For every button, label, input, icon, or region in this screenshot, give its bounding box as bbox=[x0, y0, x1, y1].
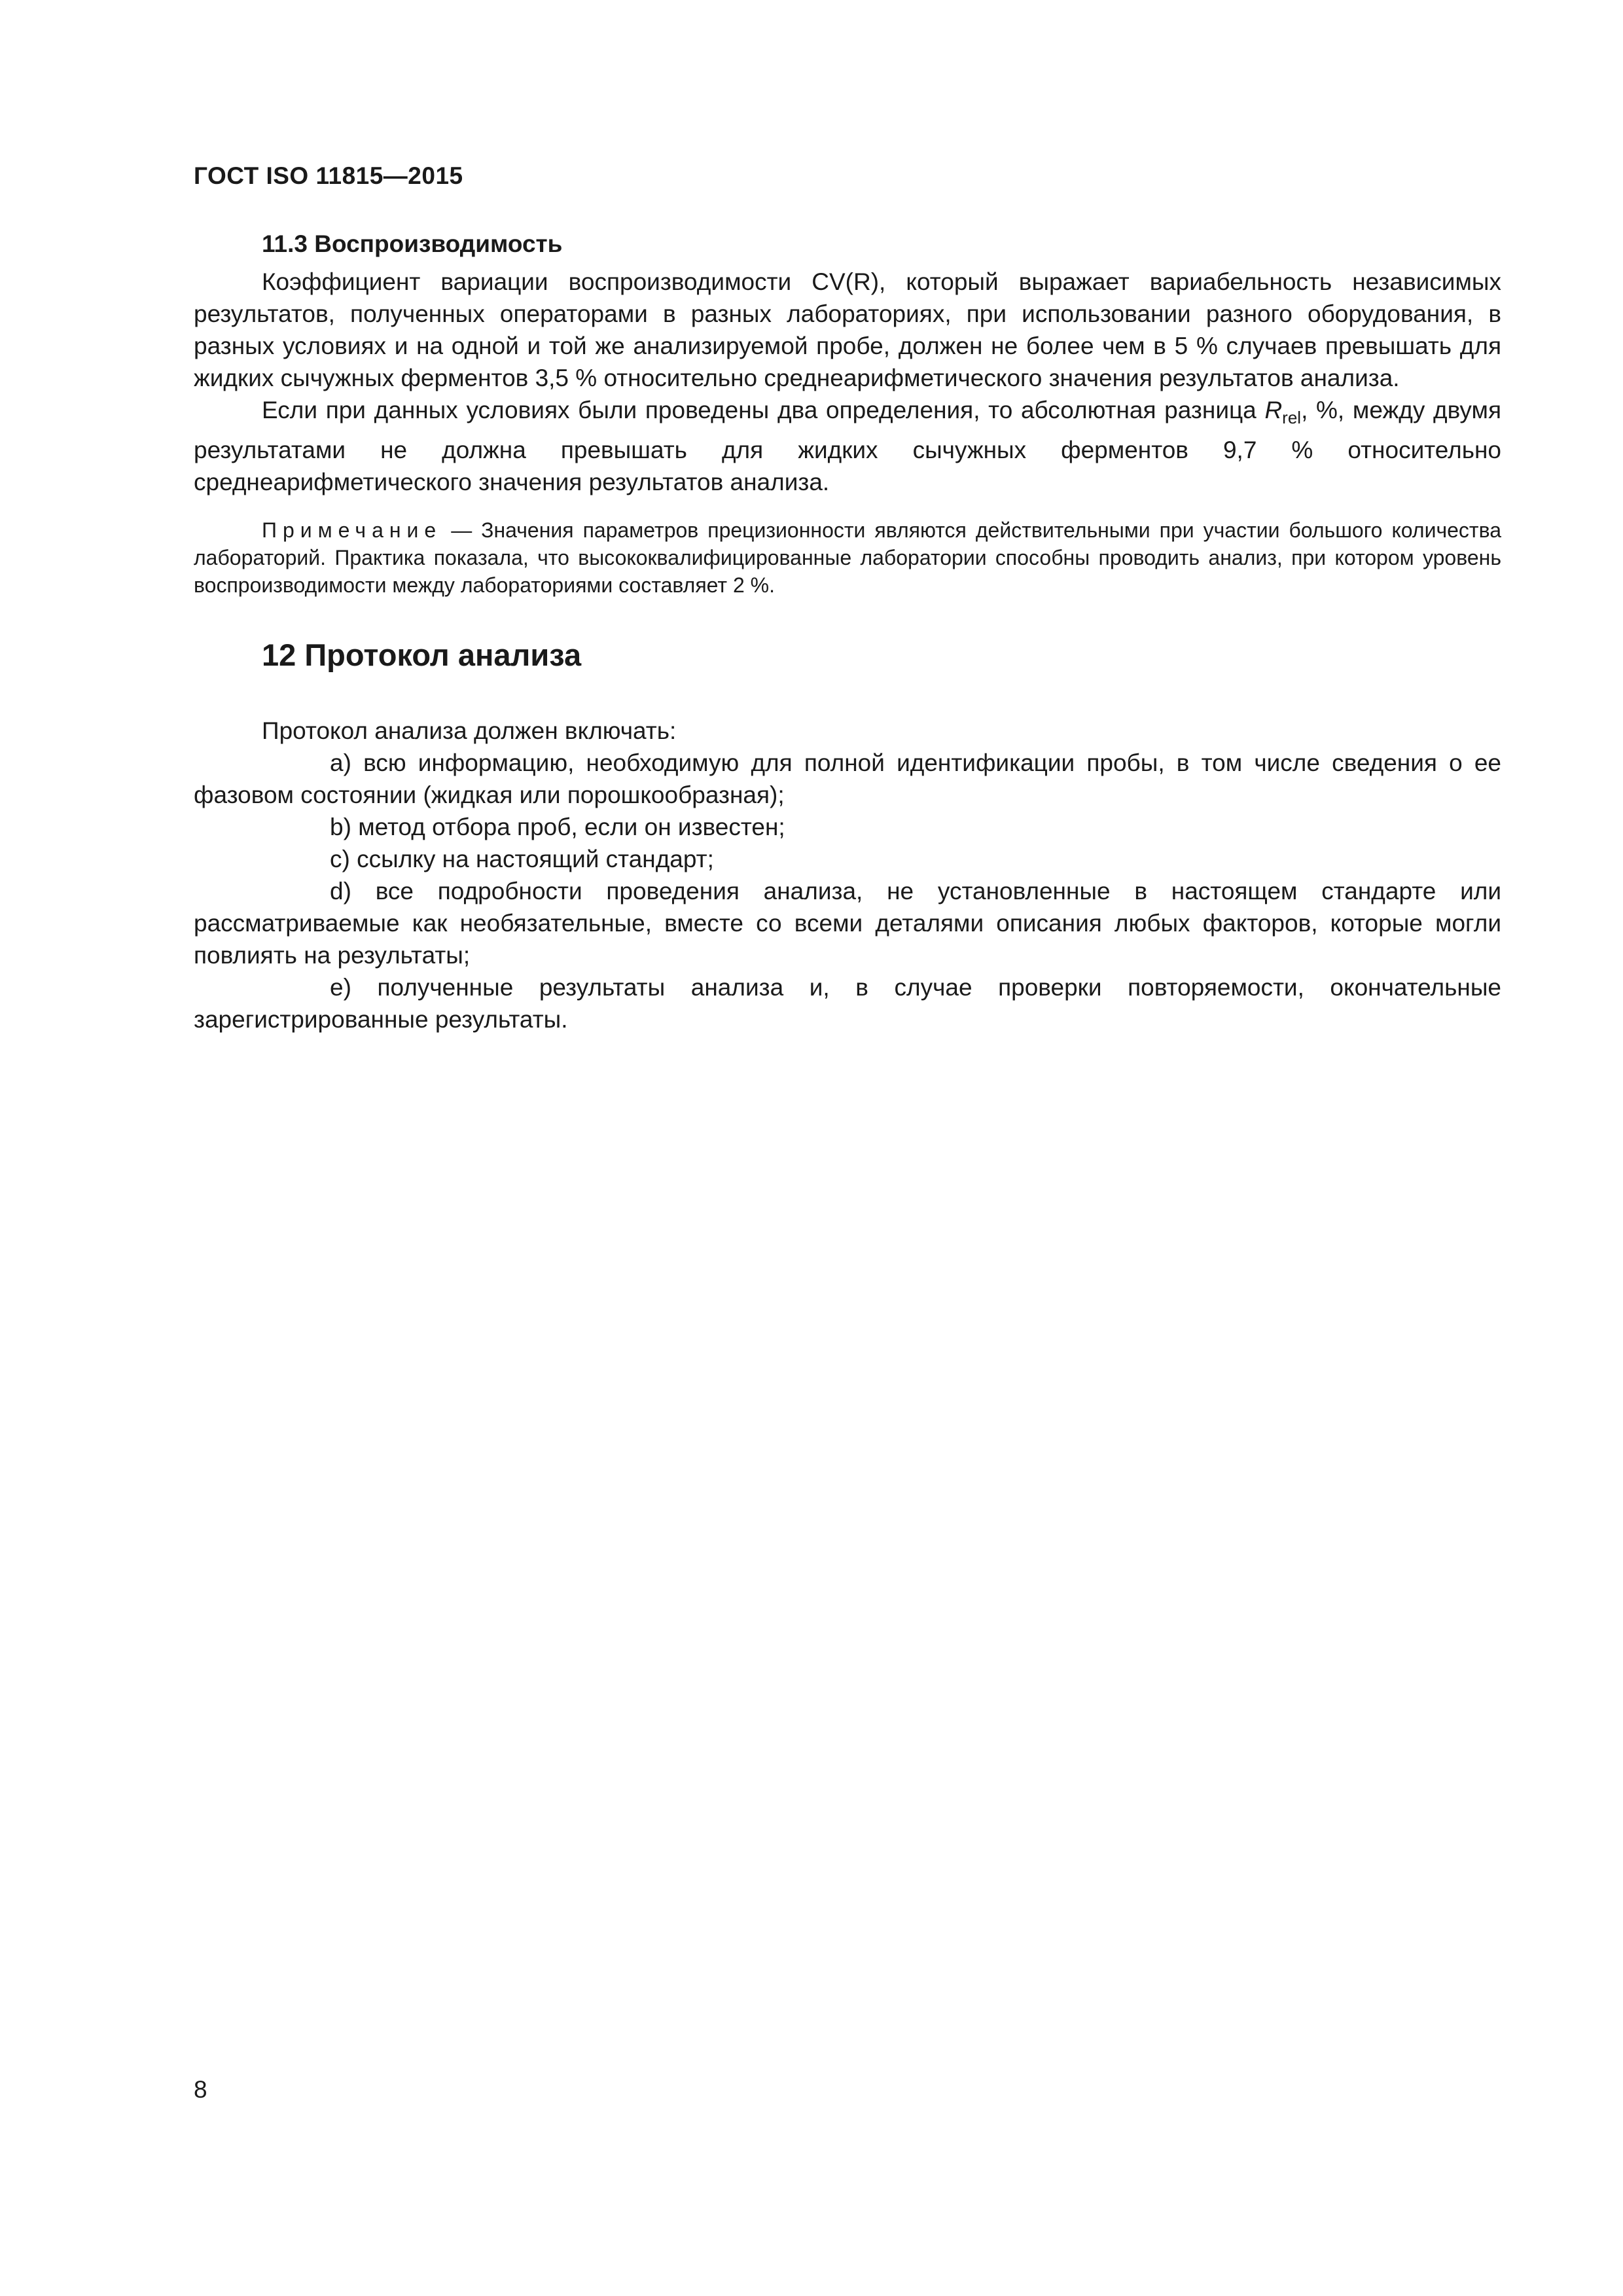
list-item-text: полученные результаты анализа и, в случае проверки повторяемости, окончательные зарегистрированные результаты. bbox=[194, 974, 1502, 1033]
list-item-letter: b) bbox=[330, 814, 351, 840]
section-12-heading: 12 Протокол анализа bbox=[262, 637, 582, 672]
list-item-text: метод отбора проб, если он известен; bbox=[358, 814, 785, 840]
document-code-header: ГОСТ ISO 11815—2015 bbox=[194, 162, 463, 189]
section-11-3-heading: 11.3 Воспроизводимость bbox=[262, 230, 563, 257]
list-item-letter: d) bbox=[330, 878, 351, 905]
paragraph-text-start: Если при данных условиях были проведены два определения, то абсолютная разница bbox=[262, 397, 1265, 423]
list-item-letter: c) bbox=[330, 846, 350, 872]
protocol-intro: Протокол анализа должен включать: bbox=[262, 717, 677, 744]
rel-subscript: rel bbox=[1282, 408, 1302, 427]
note-label: Примечание bbox=[262, 518, 442, 542]
absolute-difference-paragraph bbox=[194, 394, 1501, 498]
note-text: — Значения параметров прецизионности являются действительными при участии большого количества лабораторий. Практика показала, что высококвалифицированные лаборатории способны проводить анализ, при котором уровень воспроизводимости между лабораториями составляет 2 %. bbox=[194, 518, 1501, 597]
list-item bbox=[194, 843, 1501, 875]
list-item bbox=[194, 875, 1501, 971]
list-item bbox=[194, 747, 1501, 811]
page-content bbox=[194, 230, 1501, 1035]
reproducibility-paragraph: Коэффициент вариации воспроизводимости CV(R), который выражает вариабельность независимых результатов, полученных операторами в разных лабораториях, при использовании разного оборудования, в разных условиях и на одной и той же анализируемой пробе, должен не более чем в 5 % случаев превышать для жидких сычужных ферментов 3,5 % относительно среднеарифметического значения результатов анализа. bbox=[194, 268, 1501, 391]
list-item bbox=[194, 971, 1501, 1035]
list-item-text: все подробности проведения анализа, не установленные в настоящем стандарте или рассматриваемые как необязательные, вместе со всеми деталями описания любых факторов, которые могли повлиять на результаты; bbox=[194, 878, 1502, 969]
list-item-text: всю информацию, необходимую для полной идентификации пробы, в том числе сведения о ее фазовом состоянии (жидкая или порошкообразная); bbox=[194, 749, 1501, 808]
list-item bbox=[194, 811, 1501, 843]
paragraph-text-end: , %, между двумя результатами не должна превышать для жидких сычужных ферментов 9,7 % относительно среднеарифметического значения результатов анализа. bbox=[194, 397, 1501, 495]
list-item-letter: a) bbox=[330, 749, 351, 776]
page-number: 8 bbox=[194, 2076, 207, 2103]
r-variable: R bbox=[1264, 397, 1283, 423]
list-item-letter: e) bbox=[330, 974, 351, 1001]
note-paragraph bbox=[194, 516, 1501, 599]
list-item-text: ссылку на настоящий стандарт; bbox=[357, 846, 714, 872]
